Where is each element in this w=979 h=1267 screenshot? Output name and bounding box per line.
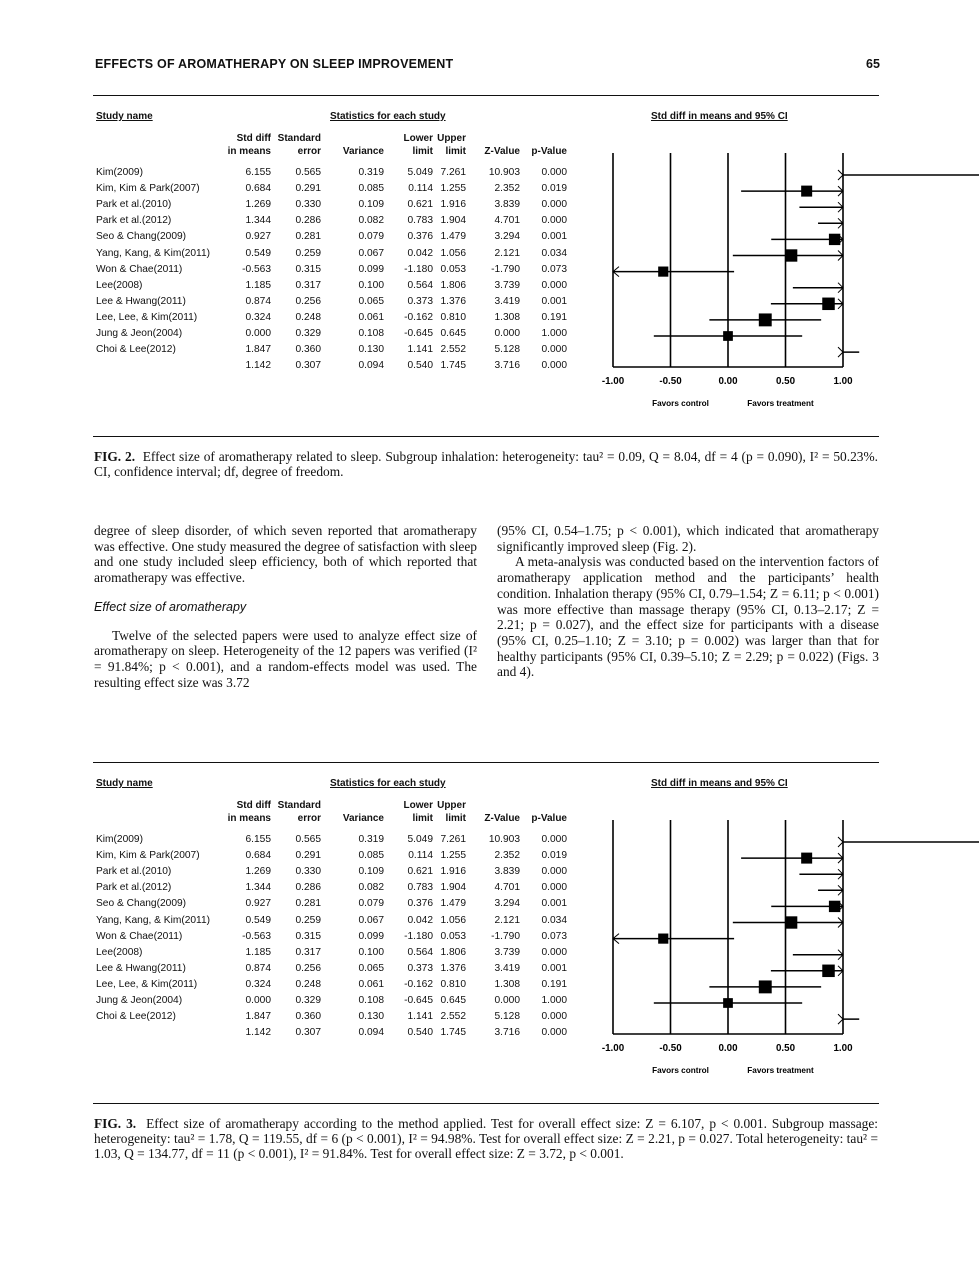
table-cell: 0.073 [541, 263, 567, 275]
table-cell: 0.329 [295, 995, 321, 1006]
table-cell: 0.315 [295, 930, 321, 942]
table-cell: -0.162 [404, 978, 433, 990]
x-tick-label: 1.00 [833, 1043, 853, 1054]
table-cell: 0.621 [407, 199, 433, 211]
table-cell: 0.067 [358, 914, 384, 926]
table-cell: 0.540 [407, 360, 433, 372]
table-cell: 0.621 [407, 866, 433, 878]
table-cell: 2.121 [494, 247, 520, 259]
column-header: Upper limit [437, 133, 466, 157]
table-cell: 0.307 [295, 360, 321, 372]
body-right-column [497, 523, 879, 680]
table-cell: 0.874 [245, 962, 271, 974]
table-cell: -0.645 [404, 995, 433, 1006]
forest-plot [93, 95, 879, 436]
table-cell: 0.286 [295, 882, 321, 894]
table-cell: -1.180 [404, 263, 433, 275]
table-cell: 2.552 [440, 344, 466, 356]
table-cell: 0.376 [407, 231, 433, 243]
study-name-cell: Yang, Kang, & Kim(2011) [96, 247, 211, 259]
table-cell: 0.373 [407, 962, 433, 974]
table-cell: 3.419 [494, 962, 520, 974]
table-cell: 1.185 [245, 279, 271, 291]
table-cell: 1.479 [440, 898, 466, 910]
table-cell: 0.082 [358, 215, 384, 227]
table-cell: 1.142 [245, 360, 271, 372]
table-cell: 0.291 [295, 850, 321, 862]
table-cell: 1.255 [440, 850, 466, 862]
table-cell: 0.067 [358, 247, 384, 259]
column-header: Variance [342, 813, 384, 824]
table-cell: 1.056 [440, 247, 466, 259]
table-cell: 0.248 [295, 978, 321, 990]
table-cell: 0.645 [440, 328, 466, 339]
table-cell: 0.065 [358, 962, 384, 974]
figure-2-caption-label: FIG. 2. [94, 449, 136, 464]
study-name-cell: Won & Chae(2011) [96, 263, 183, 275]
table-cell: 0.281 [295, 898, 321, 910]
table-cell: 0.109 [358, 866, 384, 878]
table-cell: 0.256 [295, 962, 321, 974]
table-cell: 1.000 [541, 328, 567, 339]
table-cell: 0.000 [245, 328, 271, 339]
favors-control-label: Favors control [652, 399, 709, 408]
table-cell: 0.783 [407, 882, 433, 894]
effect-marker [829, 901, 840, 912]
column-header: Z-Value [484, 813, 520, 824]
body-left-column [94, 523, 477, 690]
table-cell: 5.049 [407, 167, 433, 178]
table-cell: 3.739 [494, 946, 520, 958]
table-cell: 0.114 [408, 183, 433, 195]
table-cell: 0.376 [407, 898, 433, 910]
table-cell: 1.745 [440, 1027, 466, 1039]
column-header: Upper limit [437, 800, 466, 824]
table-cell: 1.479 [440, 231, 466, 243]
table-cell: 0.565 [295, 167, 321, 178]
column-header: Lower limit [403, 133, 433, 157]
table-cell: 1.847 [245, 344, 271, 356]
table-cell: 0.061 [358, 311, 384, 323]
table-cell: 0.099 [358, 930, 384, 942]
ci-header: Std diff in means and 95% CI [651, 778, 788, 789]
x-tick-label: -0.50 [659, 376, 682, 387]
study-name-cell: Park et al.(2012) [96, 882, 172, 894]
table-cell: 0.324 [245, 311, 271, 323]
table-cell: 2.352 [494, 850, 520, 862]
study-name-cell: Seo & Chang(2009) [96, 231, 187, 243]
table-cell: 0.000 [541, 360, 567, 372]
table-cell: 0.000 [245, 995, 271, 1006]
table-cell: 2.552 [440, 1011, 466, 1023]
table-cell: 0.927 [245, 898, 271, 910]
table-cell: 0.360 [295, 344, 321, 356]
table-cell: 0.564 [407, 279, 433, 291]
column-header: Standard error [277, 133, 321, 157]
table-cell: 0.256 [295, 295, 321, 307]
table-cell: 1.000 [541, 995, 567, 1006]
table-cell: 3.839 [494, 199, 520, 211]
table-cell: 0.000 [541, 199, 567, 211]
table-cell: 0.000 [541, 882, 567, 894]
table-cell: 3.716 [494, 1027, 520, 1039]
x-tick-label: 0.00 [718, 1043, 738, 1054]
table-cell: 0.000 [494, 328, 520, 339]
study-name-cell: Won & Chae(2011) [96, 930, 183, 942]
effect-marker [801, 853, 812, 864]
table-cell: 0.927 [245, 231, 271, 243]
table-cell: 5.049 [407, 834, 433, 845]
body-right-paragraph-1: (95% CI, 0.54–1.75; p < 0.001), which indicated that aromatherapy significantly improved sleep (Fig. 2). [497, 523, 879, 554]
ci-header: Std diff in means and 95% CI [651, 111, 788, 122]
table-cell: 0.019 [541, 850, 567, 862]
table-cell: 0.019 [541, 183, 567, 195]
table-cell: 0.000 [541, 279, 567, 291]
figure-bottom-rule [93, 436, 879, 437]
study-name-cell: Kim(2009) [96, 167, 143, 178]
study-name-cell: Lee, Lee, & Kim(2011) [96, 978, 198, 990]
study-name-cell: Lee(2008) [96, 946, 143, 958]
table-cell: 0.034 [541, 247, 567, 259]
table-cell: 1.056 [440, 914, 466, 926]
figure-3-caption-label: FIG. 3. [94, 1116, 137, 1131]
table-cell: 0.085 [358, 850, 384, 862]
table-cell: 0.000 [541, 1027, 567, 1039]
table-cell: 0.130 [358, 344, 384, 356]
table-cell: -1.180 [404, 930, 433, 942]
study-name-cell: Park et al.(2012) [96, 215, 172, 227]
effect-marker [785, 916, 797, 928]
study-name-cell: Lee(2008) [96, 279, 143, 291]
effect-marker [723, 998, 733, 1008]
table-cell: 0.000 [541, 1011, 567, 1023]
table-cell: 0.001 [541, 898, 567, 910]
column-header: p-Value [531, 813, 567, 824]
figure-2-caption [94, 449, 878, 479]
table-cell: 0.259 [295, 914, 321, 926]
table-cell: 0.099 [358, 263, 384, 275]
table-cell: 0.783 [407, 215, 433, 227]
table-cell: 0.259 [295, 247, 321, 259]
table-cell: 4.701 [494, 215, 520, 227]
column-header: Z-Value [484, 146, 520, 157]
table-cell: 0.114 [408, 850, 433, 862]
table-cell: 0.109 [358, 199, 384, 211]
statistics-header: Statistics for each study [330, 111, 446, 122]
table-cell: 0.324 [245, 978, 271, 990]
table-cell: 6.155 [245, 167, 271, 178]
table-cell: 0.108 [358, 328, 384, 339]
table-cell: 0.307 [295, 1027, 321, 1039]
figure-2-caption-text: Effect size of aromatherapy related to sleep. Subgroup inhalation: heterogeneity: tau² = 0.09, Q = 8.04, df = 4 (p = 0.090), I² = 50.23%. CI, confidence interval; df, degree of freedom. [94, 449, 878, 479]
table-cell: 0.034 [541, 914, 567, 926]
table-cell: 4.701 [494, 882, 520, 894]
table-cell: 7.261 [440, 167, 466, 178]
table-cell: 1.847 [245, 1011, 271, 1023]
table-cell: -0.563 [242, 930, 271, 942]
table-cell: 5.128 [494, 344, 520, 356]
table-cell: 1.308 [494, 978, 520, 990]
effect-marker [658, 267, 668, 277]
table-cell: 1.376 [440, 962, 466, 974]
study-name-cell: Lee & Hwang(2011) [96, 295, 186, 307]
table-cell: 0.085 [358, 183, 384, 195]
figure-3-caption [94, 1116, 878, 1161]
study-name-cell: Lee & Hwang(2011) [96, 962, 186, 974]
page-number: 65 [866, 57, 880, 71]
column-header: p-Value [531, 146, 567, 157]
table-cell: 0.061 [358, 978, 384, 990]
table-cell: 0.000 [541, 167, 567, 178]
table-cell: 3.839 [494, 866, 520, 878]
table-cell: 0.191 [541, 311, 567, 323]
x-tick-label: 1.00 [833, 376, 853, 387]
figure-3-caption-text: Effect size of aromatherapy according to the method applied. Test for overall effect size: Z = 6.107, p < 0.001. Subgroup massage: heterogeneity: tau² = 1.78, Q = 119.55, df = 6 (p < 0.001), I² = 94.98%. Test for overall effect size: Z = 2.21, p = 0.027. Total heterogeneity: tau² = 1.03, Q = 134.77, df = 11 (p < 0.001), I² = 91.84%. Test for overall effect size: Z = 3.72, p < 0.001. [94, 1116, 879, 1161]
column-header: Standard error [277, 800, 321, 824]
figure-2 [93, 95, 879, 440]
table-cell: 1.806 [440, 279, 466, 291]
table-cell: 0.248 [295, 311, 321, 323]
table-cell: 0.645 [440, 995, 466, 1006]
table-cell: 0.286 [295, 215, 321, 227]
table-cell: 0.373 [407, 295, 433, 307]
effect-marker [658, 934, 668, 944]
study-name-cell: Yang, Kang, & Kim(2011) [96, 914, 211, 926]
study-name-cell: Jung & Jeon(2004) [96, 328, 183, 339]
table-cell: 0.329 [295, 328, 321, 339]
table-cell: 10.903 [488, 834, 520, 845]
table-cell: 1.904 [440, 882, 466, 894]
effect-marker [723, 331, 733, 341]
column-header: Std diff in means [227, 800, 271, 824]
study-name-cell: Kim(2009) [96, 834, 143, 845]
x-tick-label: 0.00 [718, 376, 738, 387]
table-cell: 0.000 [494, 995, 520, 1006]
table-cell: 0.810 [440, 311, 466, 323]
table-cell: 1.376 [440, 295, 466, 307]
table-cell: 0.000 [541, 946, 567, 958]
effect-marker [785, 249, 797, 261]
table-cell: 1.269 [245, 199, 271, 211]
column-header: Std diff in means [227, 133, 271, 157]
table-cell: 1.806 [440, 946, 466, 958]
study-name-cell: Park et al.(2010) [96, 866, 172, 878]
table-cell: -0.645 [404, 328, 433, 339]
table-cell: 0.360 [295, 1011, 321, 1023]
table-cell: 0.874 [245, 295, 271, 307]
body-left-paragraph-2: Twelve of the selected papers were used to analyze effect size of aromatherapy on sleep. Heterogeneity of the 12 papers was verified (I² = 91.84%; p < 0.001), and a random-effects model was used. The resulting effect size was 3.72 [94, 627, 477, 690]
table-cell: 0.079 [358, 898, 384, 910]
table-cell: 3.419 [494, 295, 520, 307]
table-cell: 0.073 [541, 930, 567, 942]
figure-3 [93, 762, 879, 1107]
table-cell: 3.294 [494, 231, 520, 243]
study-name-cell: Seo & Chang(2009) [96, 898, 187, 910]
effect-marker [759, 313, 772, 326]
table-cell: 0.330 [295, 199, 321, 211]
effect-marker [759, 980, 772, 993]
table-cell: 1.255 [440, 183, 466, 195]
table-cell: 0.042 [407, 247, 433, 259]
favors-treatment-label: Favors treatment [747, 1066, 814, 1075]
table-cell: 1.344 [245, 215, 271, 227]
table-cell: 1.745 [440, 360, 466, 372]
table-cell: 2.352 [494, 183, 520, 195]
table-cell: 0.130 [358, 1011, 384, 1023]
table-cell: 0.684 [245, 183, 271, 195]
running-head: EFFECTS OF AROMATHERAPY ON SLEEP IMPROVEMENT [95, 57, 454, 71]
table-cell: 6.155 [245, 834, 271, 845]
favors-control-label: Favors control [652, 1066, 709, 1075]
table-cell: 0.291 [295, 183, 321, 195]
study-name-cell: Choi & Lee(2012) [96, 344, 176, 356]
body-left-paragraph-1: degree of sleep disorder, of which seven reported that aromatherapy was effective. One study measured the degree of satisfaction with sleep and one study included sleep efficiency, both of which reported that aromatherapy was effective. [94, 523, 477, 586]
table-cell: 0.684 [245, 850, 271, 862]
table-cell: 1.269 [245, 866, 271, 878]
table-cell: -0.162 [404, 311, 433, 323]
table-cell: 0.079 [358, 231, 384, 243]
table-cell: 0.100 [358, 946, 384, 958]
table-cell: 0.319 [358, 834, 384, 845]
forest-plot [93, 762, 879, 1103]
table-cell: 0.000 [541, 834, 567, 845]
table-cell: 0.317 [295, 279, 321, 291]
table-cell: 0.540 [407, 1027, 433, 1039]
table-cell: 0.315 [295, 263, 321, 275]
table-cell: -0.563 [242, 263, 271, 275]
table-cell: -1.790 [491, 930, 520, 942]
table-cell: 0.042 [407, 914, 433, 926]
table-cell: 2.121 [494, 914, 520, 926]
column-header: Variance [342, 146, 384, 157]
table-cell: 0.053 [440, 930, 466, 942]
favors-treatment-label: Favors treatment [747, 399, 814, 408]
table-cell: 1.904 [440, 215, 466, 227]
table-cell: 1.185 [245, 946, 271, 958]
table-cell: 1.141 [407, 1011, 433, 1023]
study-name-cell: Jung & Jeon(2004) [96, 995, 183, 1006]
study-name-cell: Choi & Lee(2012) [96, 1011, 176, 1023]
table-cell: 1.141 [407, 344, 433, 356]
table-cell: 1.344 [245, 882, 271, 894]
body-right-paragraph-2: A meta-analysis was conducted based on the intervention factors of aromatherapy application method and the participants’ health condition. Inhalation therapy (95% CI, 0.79–1.54; Z = 6.11; p < 0.001) was more effective than massage therapy (95% CI, 0.13–2.17; Z = 2.21; p = 0.027), and the effect size for participants with a disease (95% CI, 0.25–1.10; Z = 3.10; p = 0.002) was larger than that for healthy participants (95% CI, 0.39–5.10; Z = 2.29; p = 0.022) (Figs. 3 and 4). [497, 554, 879, 680]
study-name-cell: Kim, Kim & Park(2007) [96, 850, 200, 862]
table-cell: 0.000 [541, 344, 567, 356]
column-header: Lower limit [403, 800, 433, 824]
x-tick-label: -1.00 [601, 1043, 625, 1054]
study-name-cell: Kim, Kim & Park(2007) [96, 183, 200, 195]
table-cell: 0.317 [295, 946, 321, 958]
table-cell: 5.128 [494, 1011, 520, 1023]
table-cell: 0.000 [541, 866, 567, 878]
effect-marker [822, 298, 835, 311]
table-cell: 0.001 [541, 962, 567, 974]
table-cell: 0.549 [245, 914, 271, 926]
table-cell: -1.790 [491, 263, 520, 275]
table-cell: 0.094 [358, 1027, 384, 1039]
table-cell: 1.916 [440, 866, 466, 878]
table-cell: 0.082 [358, 882, 384, 894]
x-tick-label: 0.50 [775, 1043, 796, 1054]
table-cell: 3.294 [494, 898, 520, 910]
table-cell: 0.564 [407, 946, 433, 958]
section-subheading: Effect size of aromatherapy [94, 599, 247, 614]
table-cell: 3.739 [494, 279, 520, 291]
x-tick-label: -0.50 [659, 1043, 682, 1054]
figure-bottom-rule [93, 1103, 879, 1104]
study-name-cell: Park et al.(2010) [96, 199, 172, 211]
effect-marker [801, 186, 812, 197]
study-name-header: Study name [96, 778, 153, 789]
table-cell: 0.000 [541, 215, 567, 227]
table-cell: 0.565 [295, 834, 321, 845]
table-cell: 0.001 [541, 295, 567, 307]
x-tick-label: 0.50 [775, 376, 796, 387]
table-cell: 7.261 [440, 834, 466, 845]
table-cell: 0.319 [358, 167, 384, 178]
table-cell: 0.100 [358, 279, 384, 291]
study-name-cell: Lee, Lee, & Kim(2011) [96, 311, 198, 323]
statistics-header: Statistics for each study [330, 778, 446, 789]
x-tick-label: -1.00 [601, 376, 625, 387]
table-cell: 0.281 [295, 231, 321, 243]
table-cell: 0.549 [245, 247, 271, 259]
table-cell: 0.810 [440, 978, 466, 990]
table-cell: 1.308 [494, 311, 520, 323]
table-cell: 0.108 [358, 995, 384, 1006]
table-cell: 0.330 [295, 866, 321, 878]
study-name-header: Study name [96, 111, 153, 122]
effect-marker [829, 234, 840, 245]
table-cell: 0.001 [541, 231, 567, 243]
table-cell: 3.716 [494, 360, 520, 372]
table-cell: 0.191 [541, 978, 567, 990]
table-cell: 0.094 [358, 360, 384, 372]
table-cell: 1.916 [440, 199, 466, 211]
table-cell: 10.903 [488, 167, 520, 178]
table-cell: 0.053 [440, 263, 466, 275]
table-cell: 1.142 [245, 1027, 271, 1039]
table-cell: 0.065 [358, 295, 384, 307]
effect-marker [822, 965, 835, 978]
